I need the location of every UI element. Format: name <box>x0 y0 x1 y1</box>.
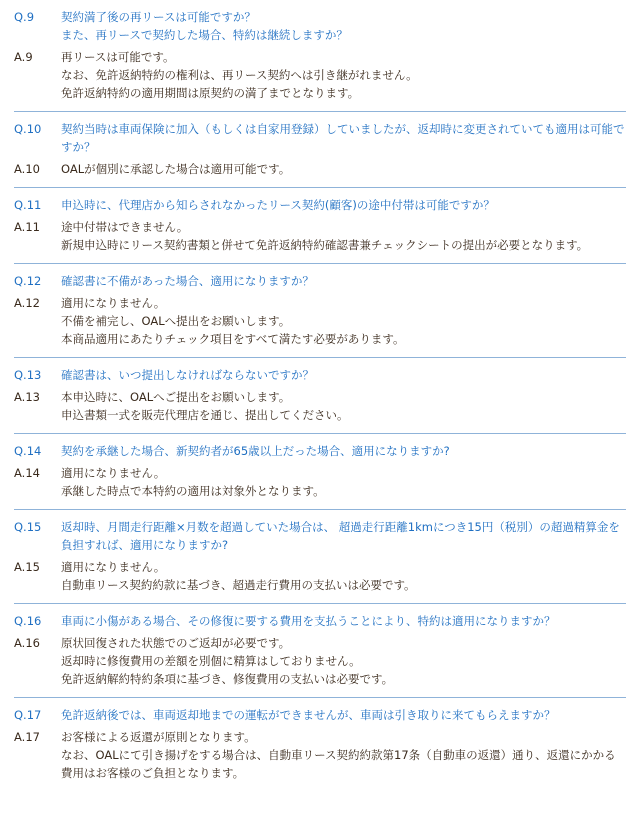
question-text <box>61 272 626 290</box>
faq-item <box>14 0 626 112</box>
answer-label: A.9 <box>14 50 33 64</box>
answer-label: A.11 <box>14 220 40 234</box>
faq-item <box>14 698 626 791</box>
answer-text <box>61 48 626 102</box>
question-row <box>14 196 626 214</box>
answer-label: A.17 <box>14 730 40 744</box>
faq-item <box>14 188 626 264</box>
answer-line: 本商品適用にあたりチェック項目をすべて満たす必要があります。 <box>61 332 405 346</box>
answer-line: 適用になりません。 <box>61 560 166 574</box>
answer-row <box>14 634 626 688</box>
answer-line: 再リースは可能です。 <box>61 50 175 64</box>
faq-item <box>14 264 626 358</box>
question-row <box>14 442 626 460</box>
answer-line: 途中付帯はできません。 <box>61 220 189 234</box>
question-line: また、再リースで契約した場合、特約は継続しますか？ <box>61 28 348 42</box>
question-label: Q.12 <box>14 274 42 288</box>
answer-row <box>14 160 626 178</box>
question-text <box>61 612 626 630</box>
question-label: Q.17 <box>14 708 42 722</box>
question-line: 返却時、月間走行距離×月数を超過していた場合は、 超過走行距離1kmにつき15円（税別）の超過精算金を負担すれば、適用になりますか? <box>61 520 620 552</box>
answer-row <box>14 464 626 500</box>
answer-label: A.12 <box>14 296 40 310</box>
answer-line: 返却時に修復費用の差額を別個に精算はしておりません。 <box>61 654 361 668</box>
answer-line: お客様による返還が原則となります。 <box>61 730 256 744</box>
question-label: Q.16 <box>14 614 42 628</box>
answer-line: 適用になりません。 <box>61 466 166 480</box>
answer-line: 免許返納解約特約条項に基づき、修復費用の支払いは必要です。 <box>61 672 394 686</box>
faq-item <box>14 112 626 188</box>
answer-text <box>61 160 626 178</box>
answer-label: A.10 <box>14 162 40 176</box>
question-row <box>14 8 626 44</box>
question-line: 契約満了後の再リースは可能ですか？ <box>61 10 256 24</box>
answer-line: 本申込時に、OALへご提出をお願いします。 <box>61 390 291 404</box>
question-line: 免許返納後では、車両返却地までの運転ができませんが、車両は引き取りに来てもらえますか？ <box>61 708 556 722</box>
question-line: 確認書に不備があった場合、適用になりますか？ <box>61 274 314 288</box>
answer-line: 承継した時点で本特約の適用は対象外となります。 <box>61 484 325 498</box>
answer-row <box>14 388 626 424</box>
answer-line: 申込書類一式を販売代理店を通じ、提出してください。 <box>61 408 349 422</box>
answer-label: A.13 <box>14 390 40 404</box>
answer-text <box>61 294 626 348</box>
question-text <box>61 706 626 724</box>
faq-item <box>14 434 626 510</box>
answer-line: なお、免許返納特約の権利は、再リース契約へは引き継がれません。 <box>61 68 418 82</box>
answer-label: A.16 <box>14 636 40 650</box>
question-row <box>14 272 626 290</box>
answer-line: なお、OALにて引き揚げをする場合は、自動車リース契約約款第17条（自動車の返還）通り、返還にかかる費用はお客様のご負担となります。 <box>61 748 616 780</box>
answer-row <box>14 558 626 594</box>
answer-line: 新規申込時にリース契約書類と併せて免許返納特約確認書兼チェックシートの提出が必要となります。 <box>61 238 589 252</box>
answer-text <box>61 464 626 500</box>
question-line: 契約を承継した場合、新契約者が65歳以上だった場合、適用になりますか? <box>61 444 450 458</box>
question-row <box>14 366 626 384</box>
answer-line: 原状回復された状態でのご返却が必要です。 <box>61 636 291 650</box>
faq-item <box>14 358 626 434</box>
question-label: Q.9 <box>14 10 35 24</box>
question-text <box>61 518 626 554</box>
question-row <box>14 612 626 630</box>
question-label: Q.13 <box>14 368 42 382</box>
answer-text <box>61 558 626 594</box>
question-text <box>61 8 626 44</box>
answer-text <box>61 634 626 688</box>
question-line: 契約当時は車両保険に加入（もしくは自家用登録）していましたが、返却時に変更されていても適用は可能ですか？ <box>61 122 625 154</box>
question-line: 申込時に、代理店から知らされなかったリース契約(顧客)の途中付帯は可能ですか？ <box>61 198 495 212</box>
question-text <box>61 120 626 156</box>
answer-label: A.14 <box>14 466 40 480</box>
faq-item <box>14 604 626 698</box>
answer-line: OALが個別に承認した場合は適用可能です。 <box>61 162 291 176</box>
faq-item <box>14 510 626 604</box>
question-label: Q.14 <box>14 444 42 458</box>
question-label: Q.15 <box>14 520 42 534</box>
question-line: 車両に小傷がある場合、その修復に要する費用を支払うことにより、特約は適用になりますか？ <box>61 614 556 628</box>
answer-row <box>14 218 626 254</box>
question-row <box>14 706 626 724</box>
question-line: 確認書は、いつ提出しなければならないですか？ <box>61 368 314 382</box>
answer-line: 不備を補完し、OALへ提出をお願いします。 <box>61 314 291 328</box>
answer-line: 免許返納特約の適用期間は原契約の満了までとなります。 <box>61 86 360 100</box>
question-text <box>61 366 626 384</box>
answer-row <box>14 728 626 782</box>
answer-text <box>61 388 626 424</box>
question-label: Q.10 <box>14 122 42 136</box>
answer-row <box>14 294 626 348</box>
answer-text <box>61 218 626 254</box>
answer-text <box>61 728 626 782</box>
answer-line: 適用になりません。 <box>61 296 166 310</box>
question-text <box>61 442 626 460</box>
question-label: Q.11 <box>14 198 42 212</box>
question-text <box>61 196 626 214</box>
answer-label: A.15 <box>14 560 40 574</box>
question-row <box>14 518 626 554</box>
question-row <box>14 120 626 156</box>
answer-line: 自動車リース契約約款に基づき、超過走行費用の支払いは必要です。 <box>61 578 416 592</box>
answer-row <box>14 48 626 102</box>
